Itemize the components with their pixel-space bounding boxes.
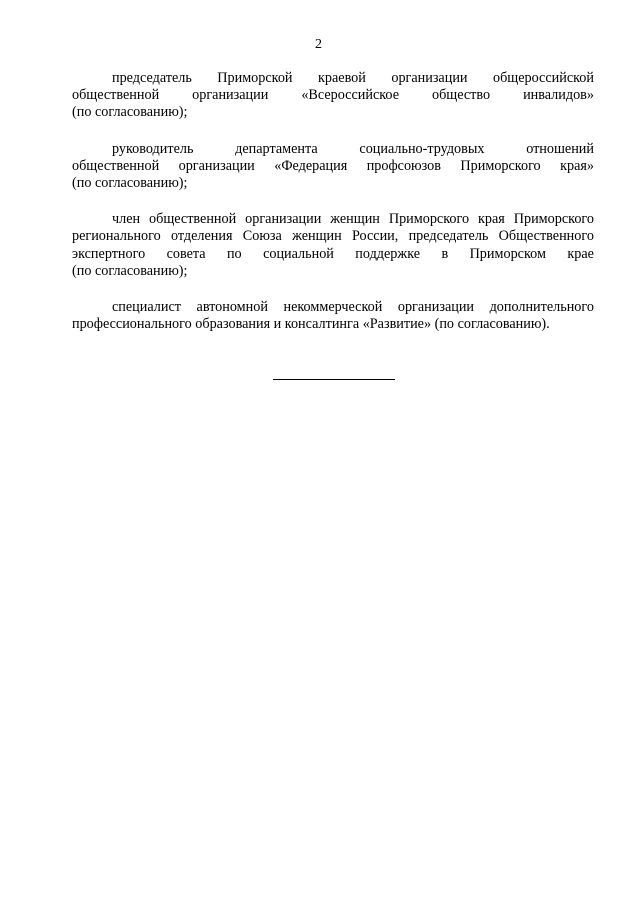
word: и [273, 316, 285, 333]
word: дополнительного [489, 299, 594, 316]
text-line [72, 87, 594, 104]
word: Приморского [460, 157, 541, 174]
end-separator-line [273, 379, 395, 380]
word: Общественного [498, 228, 594, 245]
word: социально-трудовых [359, 140, 485, 157]
word: женщин [330, 211, 380, 228]
page-number: 2 [315, 37, 322, 52]
text-line [72, 263, 594, 280]
list-item-paragraph [72, 141, 594, 193]
word: общественной [72, 87, 160, 104]
word: краевой [318, 70, 366, 86]
word: Приморского [513, 211, 594, 228]
text-line [72, 228, 594, 245]
word: экспертного [72, 245, 146, 262]
text-line [72, 141, 594, 158]
word: общероссийской [492, 70, 594, 86]
word: (по согласованию); [72, 262, 188, 279]
word: крае [567, 245, 594, 262]
text-line [72, 246, 594, 263]
word: общественной [72, 157, 160, 174]
word: член [112, 211, 141, 228]
text-line [72, 299, 594, 316]
word: Союза [242, 228, 282, 245]
word: (по согласованию); [72, 175, 188, 192]
list-item-paragraph [72, 211, 594, 280]
word: края [478, 211, 505, 228]
word: «Всероссийское [301, 87, 399, 104]
word: отношений [526, 140, 594, 157]
word: руководитель [112, 140, 194, 157]
word: образования [195, 316, 274, 333]
word: Приморской [217, 70, 293, 86]
word: согласованию). [457, 316, 550, 333]
word: социальной [263, 245, 334, 262]
word: организации [245, 211, 322, 228]
word: консалтинга [284, 316, 363, 333]
word: председатель [408, 228, 489, 245]
word: женщин [292, 228, 342, 245]
word: «Развитие» [362, 316, 435, 333]
word: по [226, 245, 242, 262]
document-body [72, 70, 594, 352]
text-line [72, 316, 594, 333]
word: в [441, 245, 449, 262]
word: организации [391, 70, 468, 86]
word: общество [431, 87, 491, 104]
text-line [72, 158, 594, 175]
list-item-paragraph [72, 70, 594, 122]
list-item-paragraph [72, 299, 594, 333]
text-line [72, 175, 594, 192]
word: председатель [112, 70, 192, 86]
text-line [72, 104, 594, 121]
word: совета [166, 245, 206, 262]
word: «Федерация [274, 157, 348, 174]
word: профессионального [72, 316, 196, 333]
word: профсоюзов [366, 157, 441, 174]
word: общественной [149, 211, 237, 228]
text-line [72, 70, 594, 87]
word: автономной [196, 299, 268, 316]
word: организации [192, 87, 269, 104]
word: отделения [170, 228, 233, 245]
word: инвалидов» [523, 87, 594, 104]
word: России, [352, 228, 399, 245]
word: края» [560, 157, 594, 174]
word: Приморском [469, 245, 546, 262]
word: некоммерческой [283, 299, 383, 316]
text-line [72, 211, 594, 228]
word: организации [178, 157, 255, 174]
word: поддержке [355, 245, 421, 262]
word: департамента [235, 140, 318, 157]
word: регионального [72, 228, 161, 245]
word: Приморского [388, 211, 470, 228]
word: специалист [112, 299, 181, 316]
word: организации [397, 299, 475, 316]
word: (по согласованию); [72, 104, 188, 121]
word: (по [434, 316, 458, 333]
